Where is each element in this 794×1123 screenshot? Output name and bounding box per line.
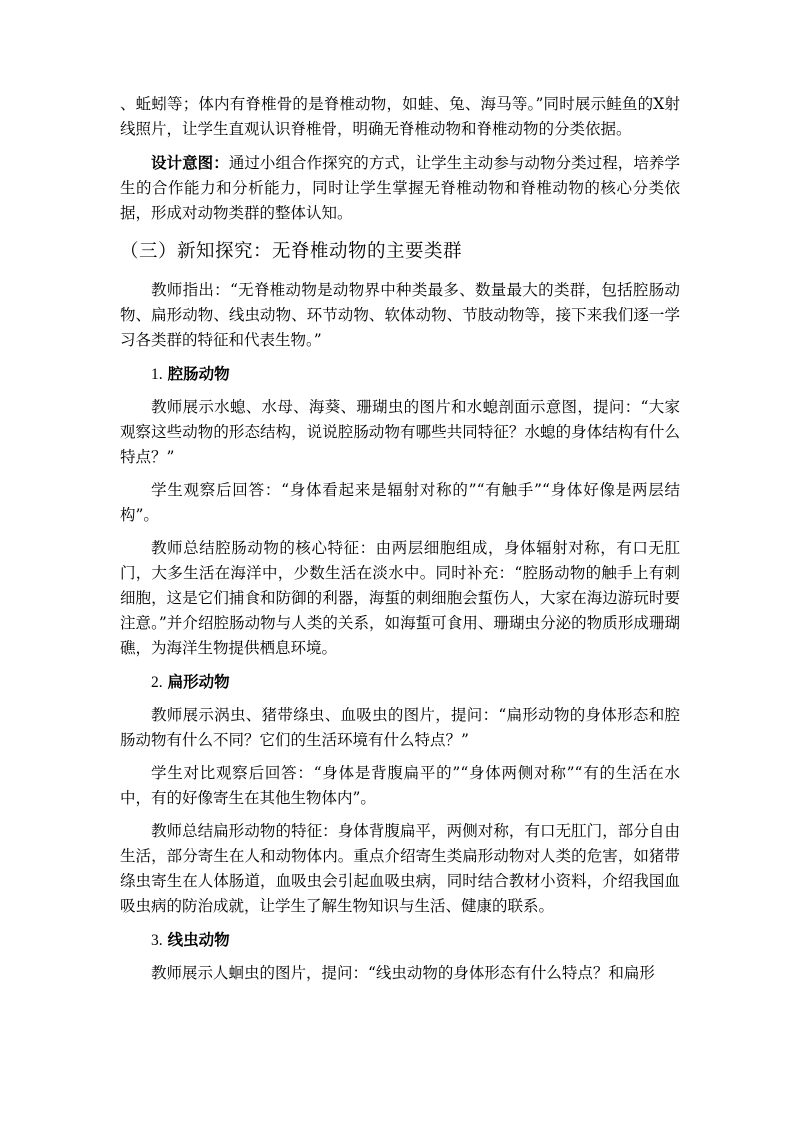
design-intent-text: 通过小组合作探究的方式，让学生主动参与动物分类过程，培养学生的合作能力和分析能力，同时让学生掌握无脊椎动物和脊椎动物的核心分类依据，形成对动物类群的整体认知。: [120, 154, 680, 222]
paragraph: 教师展示人蛔虫的图片，提问：“线虫动物的身体形态有什么特点？和扁形: [151, 964, 655, 982]
paragraph: 教师展示水螅、水母、海葵、珊瑚虫的图片和水螅剖面示意图，提问：“大家观察这些动物的形态结构，说说腔肠动物有哪些共同特征？水螅的身体结构有什么特点？”: [120, 398, 680, 466]
section-heading: （三）新知探究：无脊椎动物的主要类群: [120, 241, 463, 262]
subsection-title: 扁形动物: [167, 672, 230, 691]
subsection-heading-2: [120, 669, 680, 695]
subsection-title: 腔肠动物: [167, 364, 230, 383]
continued-paragraph: 、蚯蚓等；体内有脊椎骨的是脊椎动物，如蛙、兔、海马等。”同时展示鲑鱼的X射线照片，让学生直观认识脊椎骨，明确无脊椎动物和脊椎动物的分类依据。: [120, 95, 680, 138]
design-intent-label: 设计意图：: [151, 153, 229, 172]
subsection-heading-3: [120, 927, 680, 953]
subsection-heading-1: [120, 361, 680, 387]
paragraph: 学生对比观察后回答：“身体是背腹扁平的”“身体两侧对称”“有的生活在水中，有的好像寄生在其他生物体内”。: [120, 764, 680, 807]
paragraph: 学生观察后回答：“身体看起来是辐射对称的”“有触手”“身体好像是两层结构”。: [120, 481, 680, 524]
paragraph: 教师总结扁形动物的特征：身体背腹扁平，两侧对称，有口无肛门，部分自由生活，部分寄生在人和动物体内。重点介绍寄生类扁形动物对人类的危害，如猪带绦虫寄生在人体肠道，血吸虫会引起血吸虫病，同时结合教材小资料，介绍我国血吸虫病的防治成就，让学生了解生物知识与生活、健康的联系。: [120, 822, 680, 915]
subsection-number: 1.: [151, 366, 163, 383]
design-intent-paragraph: [120, 150, 680, 226]
paragraph: 教师展示涡虫、猪带绦虫、血吸虫的图片，提问：“扁形动物的身体形态和腔肠动物有什么不同？它们的生活环境有什么特点？”: [120, 706, 680, 749]
document-body: [120, 92, 680, 994]
subsection-title: 线虫动物: [167, 930, 230, 949]
subsection-number: 2.: [151, 674, 163, 691]
section-intro: 教师指出：“无脊椎动物是动物界中种类最多、数量最大的类群，包括腔肠动物、扁形动物、线虫动物、环节动物、软体动物、节肢动物等，接下来我们逐一学习各类群的特征和代表生物。”: [120, 281, 680, 349]
paragraph: 教师总结腔肠动物的核心特征：由两层细胞组成，身体辐射对称，有口无肛门，大多生活在海洋中，少数生活在淡水中。同时补充：“腔肠动物的触手上有刺细胞，这是它们捕食和防御的利器，海蜇的刺细胞会蜇伤人，大家在海边游玩时要注意。”并介绍腔肠动物与人类的关系，如海蜇可食用、珊瑚虫分泌的物质形成珊瑚礁，为海洋生物提供栖息环境。: [120, 539, 680, 657]
subsection-number: 3.: [151, 932, 163, 949]
